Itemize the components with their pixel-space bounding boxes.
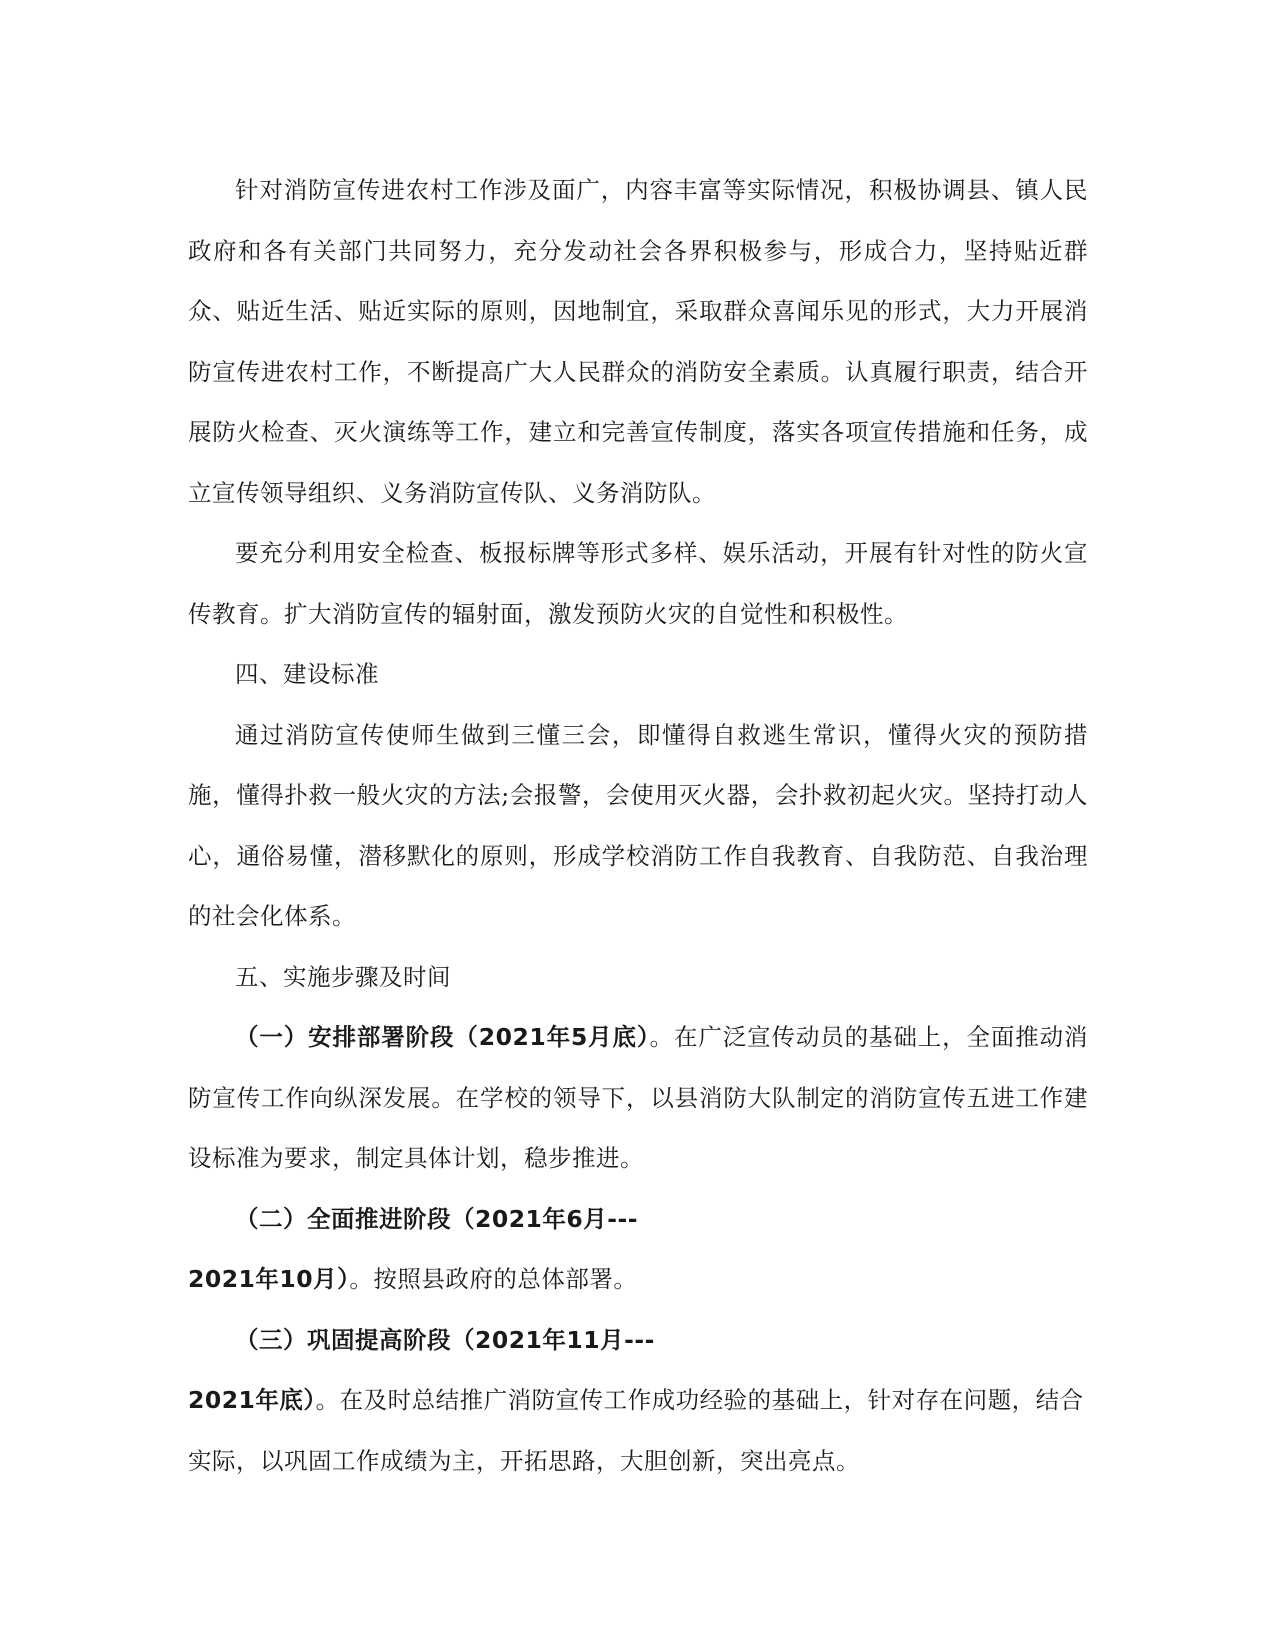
phase-two-paragraph	[188, 1189, 1088, 1310]
phase-two-title-line1: （二）全面推进阶段（2021年6月---	[235, 1204, 639, 1233]
phase-three-title-line1: （三）巩固提高阶段（2021年11月---	[235, 1325, 655, 1354]
phase-three-title-line2: 2021年底）	[188, 1386, 316, 1414]
phase-one-text: 。在广泛宣传动员的基础上，全面推动消防宣传工作向纵深发展。在学校的领导下，以县消防大队制定的消防宣传五进工作建设标准为要求，制定具体计划，稳步推进。	[188, 1023, 1088, 1172]
phase-one-paragraph	[188, 1007, 1088, 1189]
phase-three-text: 。在及时总结推广消防宣传工作成功经验的基础上，针对存在问题，结合实际，以巩固工作成绩为主，开拓思路，大胆创新，突出亮点。	[188, 1386, 1084, 1475]
phase-one-title: （一）安排部署阶段（2021年5月底）	[235, 1023, 650, 1051]
heading-construction-standard: 四、建设标准	[235, 660, 379, 688]
phase-three-paragraph	[188, 1310, 1088, 1492]
paragraph-publicity-rural: 针对消防宣传进农村工作涉及面广，内容丰富等实际情况，积极协调县、镇人民政府和各有关部门共同努力，充分发动社会各界积极参与，形成合力，坚持贴近群众、贴近生活、贴近实际的原则，因地制宜，采取群众喜闻乐见的形式，大力开展消防宣传进农村工作，不断提高广大人民群众的消防安全素质。认真履行职责，结合开展防火检查、灭火演练等工作，建立和完善宣传制度，落实各项宣传措施和任务，成立宣传领导组织、义务消防宣传队、义务消防队。	[188, 176, 1088, 507]
paragraph-publicity-forms: 要充分利用安全检查、板报标牌等形式多样、娱乐活动，开展有针对性的防火宣传教育。扩大消防宣传的辐射面，激发预防火灾的自觉性和积极性。	[188, 539, 1088, 628]
document-body	[188, 160, 1088, 1491]
heading-implementation-steps: 五、实施步骤及时间	[235, 962, 451, 991]
paragraph-three-knows: 通过消防宣传使师生做到三懂三会，即懂得自救逃生常识，懂得火灾的预防措施，懂得扑救一般火灾的方法;会报警，会使用灭火器，会扑救初起火灾。坚持打动人心，通俗易懂，潜移默化的原则，形成学校消防工作自我教育、自我防范、自我治理的社会化体系。	[188, 720, 1088, 930]
phase-three-line2	[188, 1370, 1088, 1491]
phase-two-line2	[188, 1249, 1088, 1310]
phase-two-text: 。按照县政府的总体部署。	[349, 1265, 638, 1293]
phase-two-title-line2: 2021年10月）	[188, 1265, 350, 1293]
